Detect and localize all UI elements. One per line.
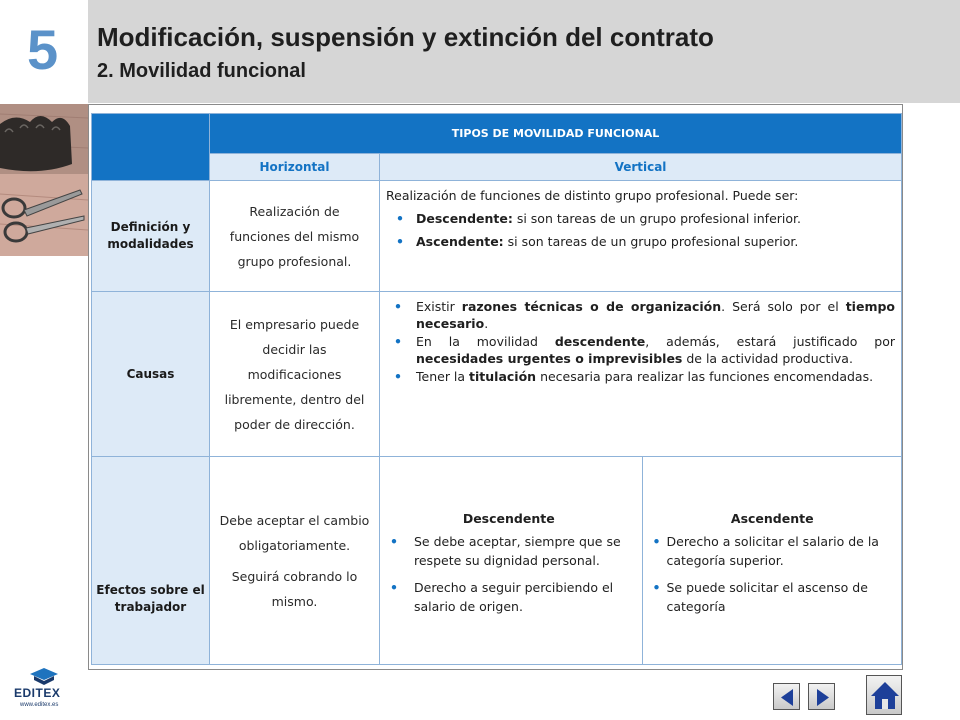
- list-item: • Derecho a seguir percibiendo el salario de origen.: [380, 578, 638, 616]
- col-header-horizontal: Horizontal: [210, 154, 380, 181]
- efectos-horizontal: [210, 457, 380, 665]
- previous-button[interactable]: [773, 683, 800, 710]
- ascendente-title: Ascendente: [730, 510, 814, 526]
- col-header-vertical: Vertical: [380, 154, 902, 181]
- list-item: • Tener la titulación necesaria para realizar las funciones encomendadas.: [386, 368, 895, 385]
- descendente-title: Descendente: [462, 510, 555, 526]
- logo-url: www.editex.es: [20, 702, 59, 708]
- table-row: [92, 292, 902, 457]
- logo-text: EDITEX: [14, 686, 61, 700]
- efectos-vertical: [380, 457, 902, 665]
- page-subtitle: 2. Movilidad funcional: [97, 60, 306, 82]
- definicion-vertical: [380, 181, 902, 292]
- efectos-split: [380, 457, 902, 664]
- causas-horizontal: El empresario puede decidir las modificaciones libremente, dentro del poder de dirección.: [210, 292, 380, 457]
- descendente-list: [380, 532, 638, 616]
- list-item: • Se puede solicitar el ascenso de categoría: [643, 578, 903, 616]
- home-button[interactable]: [866, 675, 902, 715]
- efectos-ascendente: [642, 457, 902, 664]
- efectos-descendente: [380, 457, 642, 664]
- list-item: • Ascendente: si son tareas de un grupo profesional superior.: [386, 233, 895, 250]
- previous-arrow-icon: [774, 684, 801, 711]
- table-frame: [88, 104, 903, 670]
- next-arrow-icon: [809, 684, 836, 711]
- row-label-definicion: Definición y modalidades: [92, 181, 210, 292]
- next-button[interactable]: [808, 683, 835, 710]
- movilidad-table: [91, 113, 902, 665]
- efectos-horizontal-p2: Seguirá cobrando lo mismo.: [231, 568, 358, 609]
- home-icon: [867, 676, 903, 716]
- list-item: • Se debe aceptar, siempre que se respete su dignidad personal.: [380, 532, 638, 570]
- table-title: TIPOS DE MOVILIDAD FUNCIONAL: [210, 114, 902, 154]
- list-item: • Descendente: si son tareas de un grupo profesional inferior.: [386, 210, 895, 227]
- hand-scissors-photo: [0, 104, 88, 256]
- list-item: • Existir razones técnicas o de organización. Será solo por el tiempo necesario.: [386, 298, 895, 332]
- table-row: [92, 457, 902, 665]
- list-item: • En la movilidad descendente, además, estará justificado por necesidades urgentes o imprevisibles de la actividad productiva.: [386, 333, 895, 367]
- efectos-horizontal-p1: Debe aceptar el cambio obligatoriamente.: [219, 512, 370, 553]
- causas-vertical: [380, 292, 902, 457]
- definicion-vertical-list: [386, 210, 895, 250]
- ascendente-list: [643, 532, 903, 616]
- table-corner: [92, 114, 210, 181]
- row-label-efectos: Efectos sobre el trabajador: [92, 457, 210, 665]
- list-item: • Derecho a solicitar el salario de la categoría superior.: [643, 532, 903, 570]
- definicion-vertical-intro: Realización de funciones de distinto grupo profesional. Puede ser:: [386, 188, 799, 203]
- chapter-number: 5: [27, 18, 59, 81]
- page-title: Modificación, suspensión y extinción del contrato: [97, 22, 714, 52]
- causas-vertical-list: [386, 298, 895, 385]
- table-row: [92, 181, 902, 292]
- definicion-horizontal: Realización de funciones del mismo grupo profesional.: [210, 181, 380, 292]
- row-label-causas: Causas: [92, 292, 210, 457]
